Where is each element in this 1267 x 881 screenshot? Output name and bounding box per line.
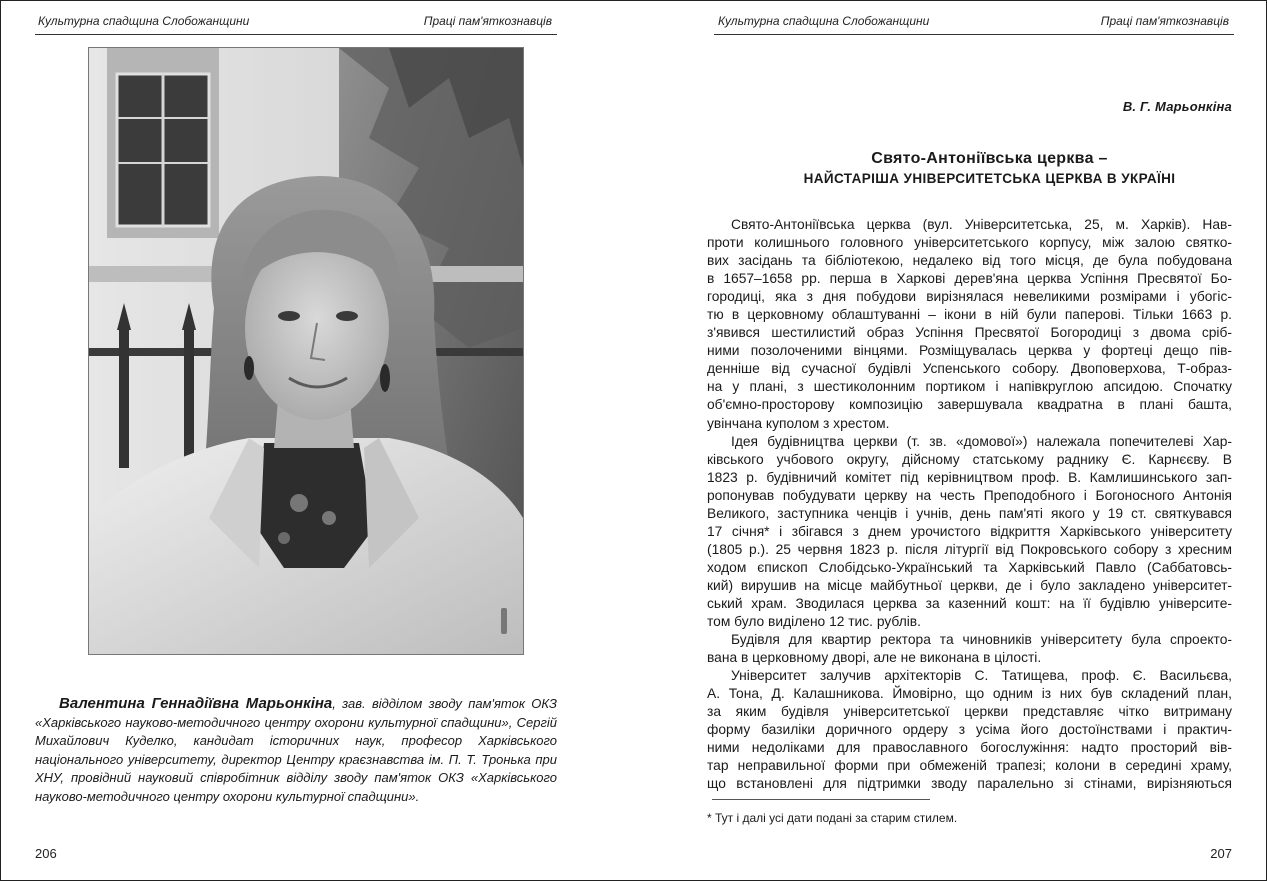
running-head-right: Праці пам'яткознавців [423,14,552,28]
text-line: Великого, заступника ченців і учнів, день пам'яті якого у 19 ст. святкувався [707,505,1232,521]
text-line: в 1657–1658 рр. перша в Харкові дерев'яна церква Успіння Пресвятої Бо- [707,271,1232,287]
text-line: Університет залучив архітекторів С. Татищева, проф. Є. Васильєва, [731,668,1232,684]
text-line: вих засідань та бібліотекою, недалеко від того місця, де була побудована [707,253,1232,269]
portrait-illustration [89,48,523,654]
bio-author-name: Валентина Геннадіївна Марьонкіна [59,695,333,712]
text-line: 17 січня* і збігався з днем урочистого відкриття Харківського університету [707,523,1232,539]
article-author: В. Г. Марьонкіна [1122,99,1232,114]
text-line: кий) вирушив на місце майбутньої церкви, де і було закладено університет- [707,577,1232,593]
text-line: А. Тона, Д. Калашникова. Ймовірно, що одним із них був складений план, [707,686,1232,702]
right-page [672,0,1267,881]
text-line: вана в церковному дворі, але не виконана в цілості. [707,650,1042,666]
bio-text: , зав. відділом зводу пам'яток ОКЗ «Харківського науково-методичного центру охорони культурної спадщини», Сергій Михайлович Куделко, кандидат історичних наук, професор Харківського національного університету, директор Центру краєзнавства ім. П. Т. Тронька при ХНУ, провідний науковий співробітник відділу зводу пам'яток ОКЗ «Харківського науково-методичного центру охорони культурної спадщини». [35,696,557,804]
text-line: том було виділено 12 тис. рублів. [707,614,921,630]
text-line: на у плані, з шестиколонним портиком і напівкруглою апсидою. Спочатку [707,379,1232,395]
text-line: увінчана куполом з хрестом. [707,415,890,431]
text-line: денніше від сучасної будівлі Успенського собору. Двоповерхова, Т-образ- [707,361,1232,377]
text-line: за яким будівля університетської церкви представляє чітко витриману [707,704,1232,720]
text-line: Ідея будівництва церкви (т. зв. «домової») належала попечителеві Хар- [731,433,1232,449]
text-line: форму базиліки доричного ордеру з усіма його достоїнствами і практич- [707,722,1232,738]
text-line: об'ємно-просторову композицію завершувала квадратна в плані башта, [707,397,1232,413]
text-line: (1805 р.). 25 червня 1823 р. після літургії від Покровського собору з хресним [707,541,1232,557]
header-rule [714,34,1234,35]
text-line: ними недоліками для православного богослужіння: надто просторий вів- [707,740,1232,756]
text-line: тар неправильної форми при обмеженій трапезі; колони в середині храму, [707,758,1232,774]
text-line: Свято-Антоніївська церква (вул. Університетська, 25, м. Харків). Нав- [731,217,1232,232]
text-line: ходом єпископ Слобідсько-Український та Харківський Павло (Саббатовсь- [707,559,1232,575]
text-line: ними позолоченими вінцями. Розміщувалась церква у фортеці дещо пів- [707,343,1232,359]
article-title-line2: НАЙСТАРІША УНІВЕРСИТЕТСЬКА ЦЕРКВА В УКРАЇНІ [803,171,1176,186]
text-line: городиці, яка з дня побудови вирізнялася невеликими розмірами і убогіс- [707,289,1232,305]
left-page [0,0,595,881]
footnote-rule [712,799,930,800]
running-head-left: Культурна спадщина Слобожанщини [38,14,250,28]
article-body [707,216,1232,794]
text-line: що встановлені для підтримки зводу паралельно зі стінами, вирізняються [707,776,1232,792]
text-line: з'явився шестилистий образ Успіння Пресвятої Богородиці з двома срiб- [707,325,1232,341]
text-line: ківського учбового округу, дійсному статському раднику Є. Карнєєву. В [707,451,1232,467]
page-number-left: 206 [35,846,57,861]
text-line: 1823 р. будівничий комітет під керівництвом проф. В. Камлишинського зап- [707,469,1232,485]
text-line: ропонував побудувати церкву на честь Преподобного і Богоносного Антонія [707,487,1232,503]
author-portrait-photo [88,47,524,655]
page-number-right: 207 [1210,846,1232,861]
text-line: проти колишнього головного університетського корпусу, між залою святко- [707,235,1232,251]
header-rule [35,34,557,35]
footnote: * Тут і далі усі дати подані за старим стилем. [707,811,958,825]
text-line: ський храм. Зводилася церква за казенний кошт: на її будівлю університе- [707,595,1232,611]
text-line: тю в церковному облаштуванні – ікони в ній були паперові. Тільки 1663 р. [707,307,1232,323]
running-head-right: Праці пам'яткознавців [1100,14,1229,28]
article-title-line1: Свято-Антоніївська церква – [871,150,1108,167]
running-head-left: Культурна спадщина Слобожанщини [718,14,930,28]
text-line: Будівля для квартир ректора та чиновників університету була спроекто- [731,632,1232,648]
author-bio [35,695,557,806]
